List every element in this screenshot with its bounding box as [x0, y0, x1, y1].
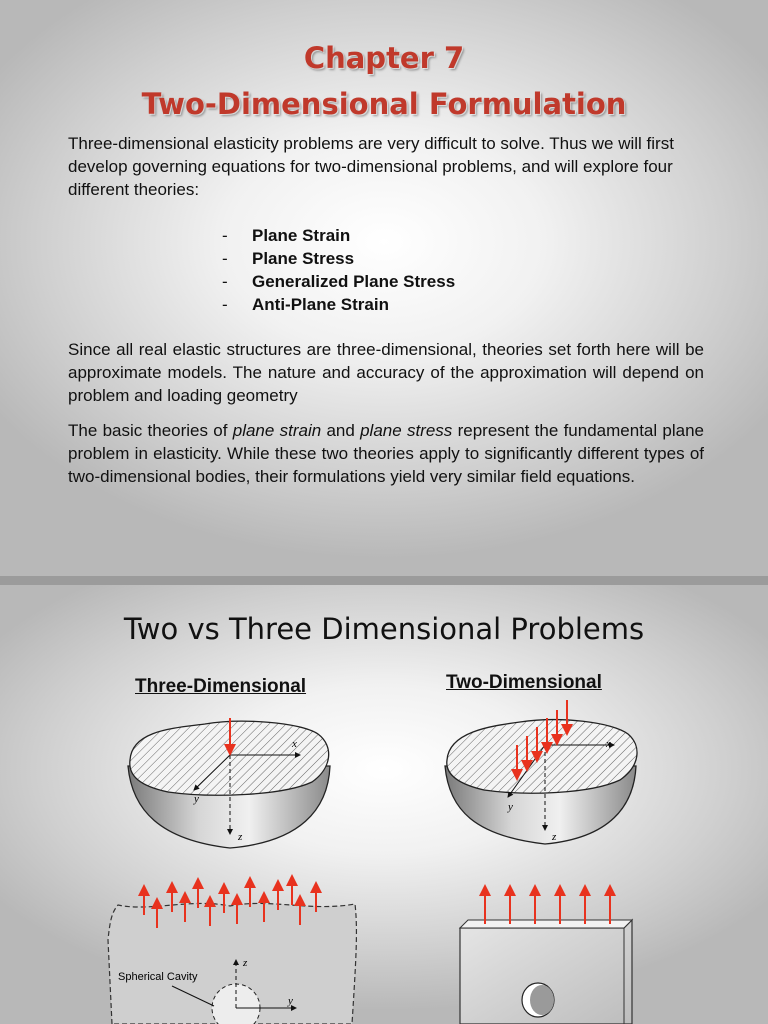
cavity-body	[108, 880, 356, 1024]
axis-y-label: y	[288, 995, 293, 1007]
text-run: represent the fundamental plane problem in elasticity. While these two theories apply to significantly different types of two-dimensional bodies, their formulations yield very similar field equations.	[68, 421, 705, 486]
chapter-subtitle: Two-Dimensional Formulation	[141, 87, 627, 121]
bullet-dash: -	[222, 226, 228, 245]
three-dimensional-body	[128, 718, 330, 848]
theory-label: Anti-Plane Strain	[252, 295, 389, 314]
axis-x-label: x	[292, 738, 297, 750]
approximation-paragraph: Since all real elastic structures are three-dimensional, theories set forth here will be approximate models. The nature and accuracy of the approximation will depend on problem and loading geometry	[68, 340, 704, 405]
axis-y-label: y	[194, 793, 199, 805]
intro-paragraph: Three-dimensional elasticity problems are very difficult to solve. Thus we will first develop governing equations for two-dimensional problems, and will explore four different theories:	[68, 134, 674, 199]
two-dimensional-body	[445, 700, 637, 844]
spherical-cavity-label: Spherical Cavity	[118, 971, 198, 983]
axis-x-label: x	[606, 738, 611, 750]
bullet-dash: -	[222, 249, 228, 268]
theory-label: Plane Stress	[252, 249, 355, 268]
theory-label: Generalized Plane Stress	[252, 272, 456, 291]
bullet-dash: -	[222, 295, 228, 314]
text-run: and	[321, 421, 361, 440]
emphasis-plane-strain: plane strain	[232, 421, 322, 440]
axis-z-label: z	[238, 831, 243, 843]
bullet-dash: -	[222, 272, 228, 291]
theory-label: Plane Strain	[252, 226, 351, 245]
slide-2-title: Two vs Three Dimensional Problems	[123, 612, 645, 646]
text-run: The basic theories of	[68, 421, 233, 440]
two-dimensional-heading: Two-Dimensional	[446, 672, 602, 693]
emphasis-plane-stress: plane stress	[360, 421, 453, 440]
three-dimensional-heading: Three-Dimensional	[135, 676, 307, 697]
chapter-title: Chapter 7	[303, 41, 465, 75]
plate-body	[460, 890, 632, 1024]
axis-z-label: z	[552, 831, 557, 843]
axis-z-label: z	[243, 957, 248, 969]
axis-y-label: y	[508, 801, 513, 813]
